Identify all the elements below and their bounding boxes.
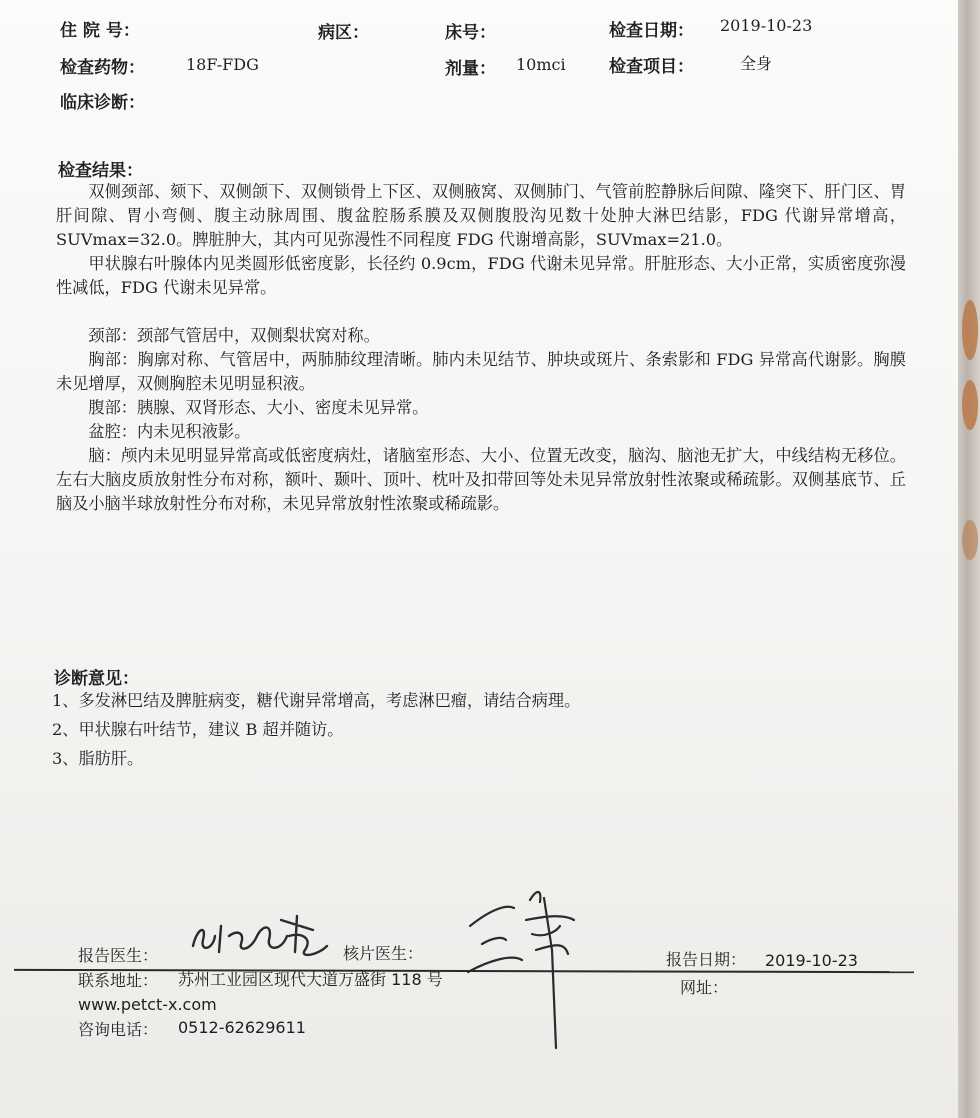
report-date-value: 2019-10-23 [765, 951, 858, 970]
leaf-decoration [962, 380, 978, 430]
results-paragraph: 胸部：胸廓对称、气管居中，两肺肺纹理清晰。肺内未见结节、肿块或斑片、条索影和 FDG 异常高代谢影。胸膜未见增厚，双侧胸腔未见明显积液。 [56, 350, 906, 393]
ward-label: 病区： [318, 23, 369, 43]
results-paragraph: 腹部：胰腺、双肾形态、大小、密度未见异常。 [88, 398, 429, 417]
drug-label: 检查药物： [60, 58, 145, 78]
exam-item-label: 检查项目： [609, 57, 694, 77]
diagnosis-item: 2、甲状腺右叶结节，建议 B 超并随访。 [52, 720, 344, 739]
address-label: 联系地址： [78, 971, 159, 990]
leaf-decoration [962, 520, 978, 560]
exam-date-label: 检查日期： [609, 21, 694, 41]
results-body [56, 180, 906, 516]
results-title: 检查结果： [58, 161, 143, 181]
website-value: www.petct-x.com [78, 995, 217, 1014]
dose-label: 剂量： [445, 59, 496, 79]
results-paragraph: 脑：颅内未见明显异常高或低密度病灶，诸脑室形态、大小、位置无改变，脑沟、脑池无扩大，中线结构无移位。左右大脑皮质放射性分布对称，额叶、颞叶、顶叶、枕叶及扣带回等处未见异常放射性浓聚或稀疏影。双侧基底节、丘脑及小脑半球放射性分布对称，未见异常放射性浓聚或稀疏影。 [56, 446, 906, 513]
exam-date-value: 2019-10-23 [720, 16, 813, 35]
address-value: 苏州工业园区现代大道万盛街 118 号 [178, 970, 443, 989]
leaf-decoration [962, 300, 978, 360]
phone-value: 0512-62629611 [178, 1018, 306, 1037]
results-paragraph: 双侧颈部、颏下、双侧颌下、双侧锁骨上下区、双侧腋窝、双侧肺门、气管前腔静脉后间隙、隆突下、肝门区、胃肝间隙、胃小弯侧、腹主动脉周围、腹盆腔肠系膜及双侧腹股沟见数十处肿大淋巴结影，FDG 代谢异常增高，SUVmax=32.0。脾脏肿大，其内可见弥漫性不同程度 FDG 代谢增高影，SUVmax=21.0。 [56, 182, 906, 249]
reviewer-label: 核片医生： [343, 944, 424, 963]
diagnosis-title: 诊断意见： [54, 669, 139, 689]
drug-value: 18F-FDG [186, 55, 259, 74]
bed-label: 床号： [445, 23, 496, 43]
results-paragraph: 颈部：颈部气管居中，双侧梨状窝对称。 [88, 326, 380, 345]
diagnosis-list [52, 686, 912, 773]
exam-item-value: 全身 [740, 54, 773, 73]
results-paragraph: 甲状腺右叶腺体内见类圆形低密度影，长径约 0.9cm，FDG 代谢未见异常。肝脏形态、大小正常，实质密度弥漫性减低，FDG 代谢未见异常。 [56, 254, 906, 297]
background-edge [958, 0, 980, 1118]
dose-value: 10mci [516, 55, 566, 74]
reporter-label: 报告医生： [78, 946, 159, 965]
reviewer-signature [460, 880, 590, 1050]
admission-no-label: 住 院 号： [60, 21, 140, 41]
clinical-diagnosis-label: 临床诊断： [60, 93, 145, 113]
results-paragraph: 盆腔：内未见积液影。 [88, 422, 251, 441]
phone-label: 咨询电话： [78, 1020, 159, 1039]
reporter-signature [185, 906, 355, 966]
website-label: 网址： [680, 978, 729, 997]
diagnosis-item: 3、脂肪肝。 [52, 749, 144, 768]
diagnosis-item: 1、多发淋巴结及脾脏病变，糖代谢异常增高，考虑淋巴瘤，请结合病理。 [52, 691, 581, 710]
report-date-label: 报告日期： [666, 950, 747, 969]
